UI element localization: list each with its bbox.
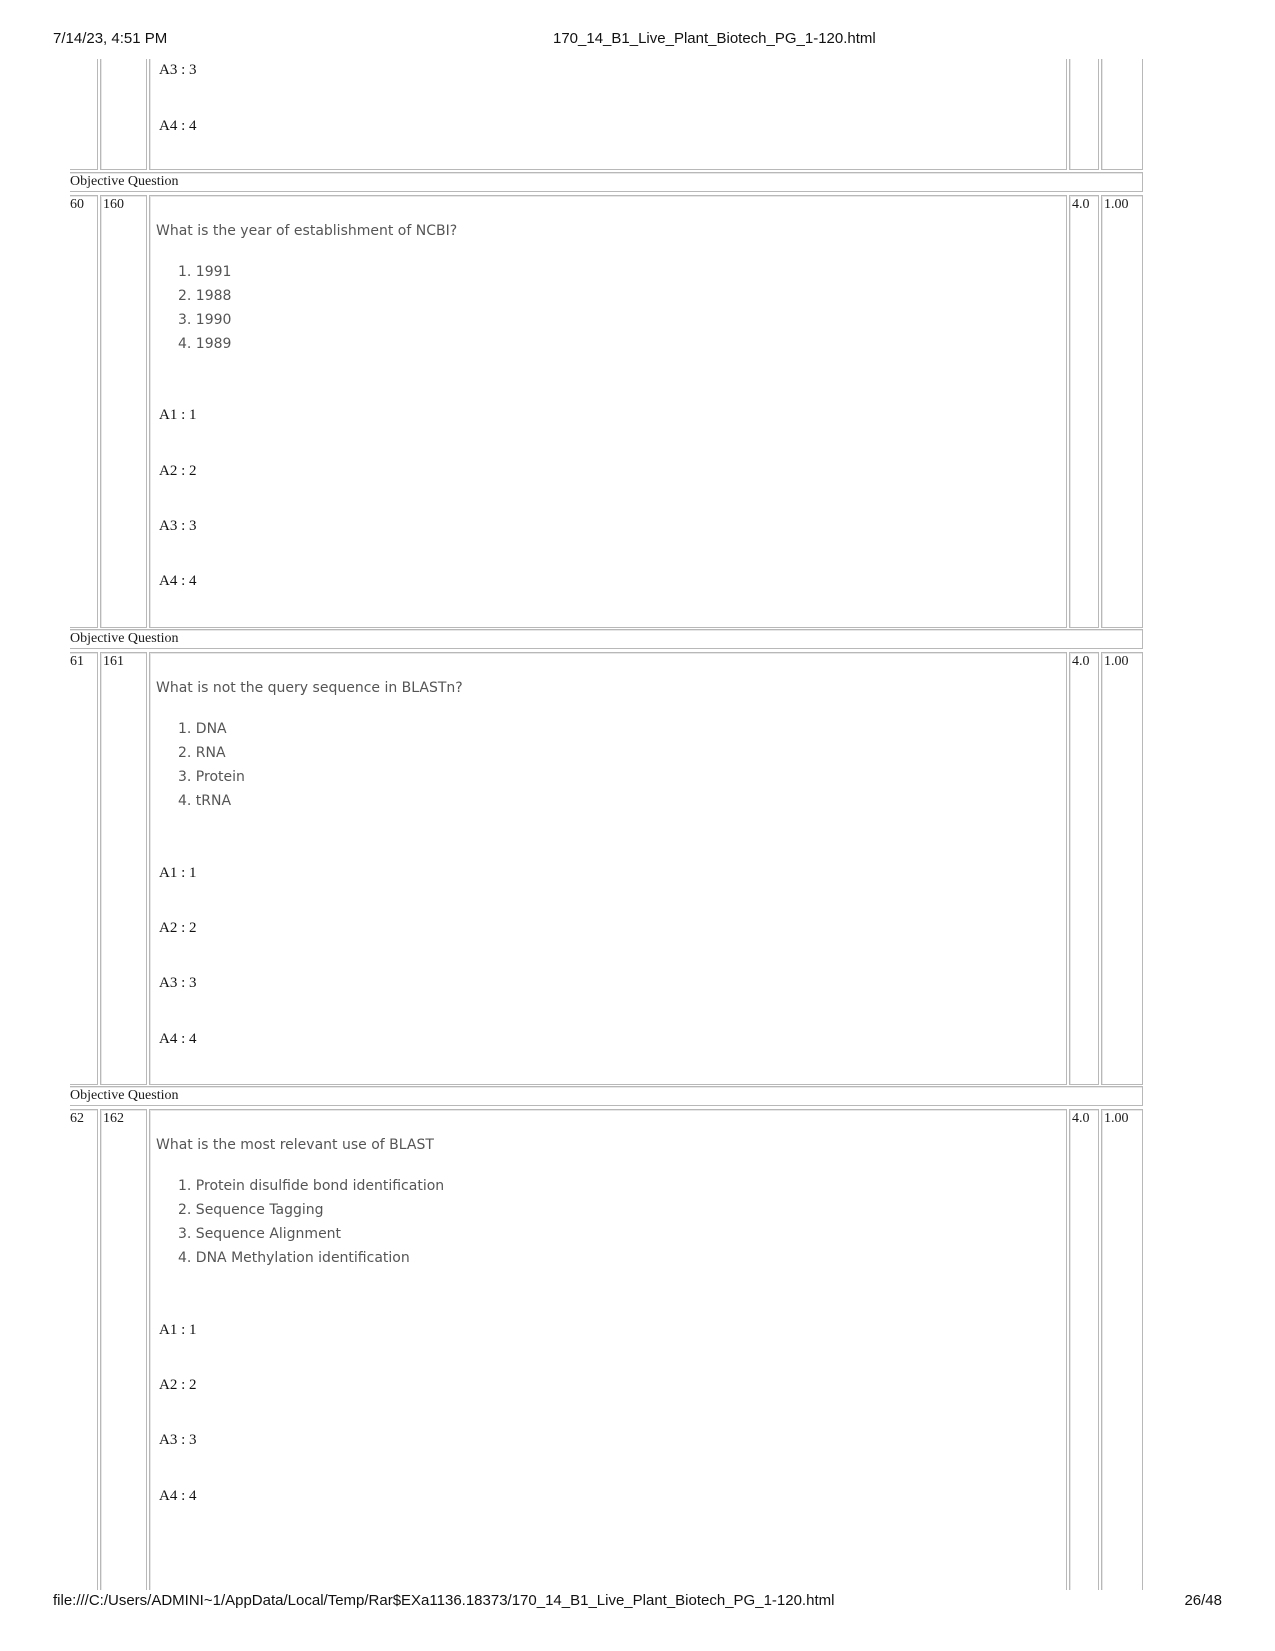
question-content [149,195,1067,628]
option-item: 3. Sequence Alignment [178,1226,342,1242]
question-negative-marks: 1.00 [1101,652,1143,1085]
question-options [178,717,245,813]
question-sno: 60 [70,195,98,628]
answer-option: A4 : 4 [159,573,197,589]
question-sno: 62 [70,1109,98,1590]
answer-option: A3 : 3 [159,975,197,991]
question-marks: 4.0 [1069,195,1099,628]
answer-option: A2 : 2 [159,463,197,479]
option-item: 1. DNA [178,721,227,737]
option-item: 2. RNA [178,745,226,761]
section-label: Objective Question [70,172,1143,192]
question-content [149,652,1067,1085]
answer-option: A3 : 3 [159,1432,197,1448]
answer-option: A1 : 1 [159,407,197,423]
option-item: 3. 1990 [178,312,232,328]
answer-option: A2 : 2 [159,920,197,936]
option-item: 4. DNA Methylation identification [178,1250,410,1266]
carryover-content-cell [149,59,1067,170]
answer-option: A4 : 4 [159,1488,197,1504]
option-item: 1. Protein disulfide bond identification [178,1178,445,1194]
page-indicator: 26/48 [1184,1592,1222,1609]
option-item: 4. 1989 [178,336,232,352]
option-item: 3. Protein [178,769,245,785]
carryover-marks-cell [1069,59,1099,170]
question-sno: 61 [70,652,98,1085]
print-file-path: file:///C:/Users/ADMINI~1/AppData/Local/Temp/Rar$EXa1136.18373/170_14_B1_Live_Plant_Biotech_PG_1-120.html [53,1592,835,1609]
question-content [149,1109,1067,1590]
question-options [178,260,231,356]
print-footer [0,1592,1275,1614]
answer-option: A3 : 3 [159,518,197,534]
question-text: What is the most relevant use of BLAST [156,1137,434,1153]
question-table [70,59,1205,1590]
answer-option: A2 : 2 [159,1377,197,1393]
section-label: Objective Question [70,629,1143,649]
answer-option: A1 : 1 [159,865,197,881]
question-negative-marks: 1.00 [1101,1109,1143,1590]
answer-option: A3 : 3 [159,62,197,78]
print-document-title: 170_14_B1_Live_Plant_Biotech_PG_1-120.html [553,30,876,47]
question-negative-marks: 1.00 [1101,195,1143,628]
option-item: 1. 1991 [178,264,232,280]
question-id: 160 [100,195,147,628]
question-marks: 4.0 [1069,652,1099,1085]
question-marks: 4.0 [1069,1109,1099,1590]
question-text: What is the year of establishment of NCBI? [156,223,458,239]
question-text: What is not the query sequence in BLASTn? [156,680,463,696]
print-datetime: 7/14/23, 4:51 PM [53,30,168,47]
carryover-negative-cell [1101,59,1143,170]
carryover-qid-cell [100,59,147,170]
question-id: 162 [100,1109,147,1590]
carryover-sno-cell [70,59,98,170]
section-label: Objective Question [70,1086,1143,1106]
answer-option: A1 : 1 [159,1322,197,1338]
question-options [178,1174,444,1270]
option-item: 4. tRNA [178,793,232,809]
option-item: 2. 1988 [178,288,232,304]
answer-option: A4 : 4 [159,1031,197,1047]
answer-option: A4 : 4 [159,118,197,134]
question-id: 161 [100,652,147,1085]
print-header [0,30,1275,52]
option-item: 2. Sequence Tagging [178,1202,324,1218]
